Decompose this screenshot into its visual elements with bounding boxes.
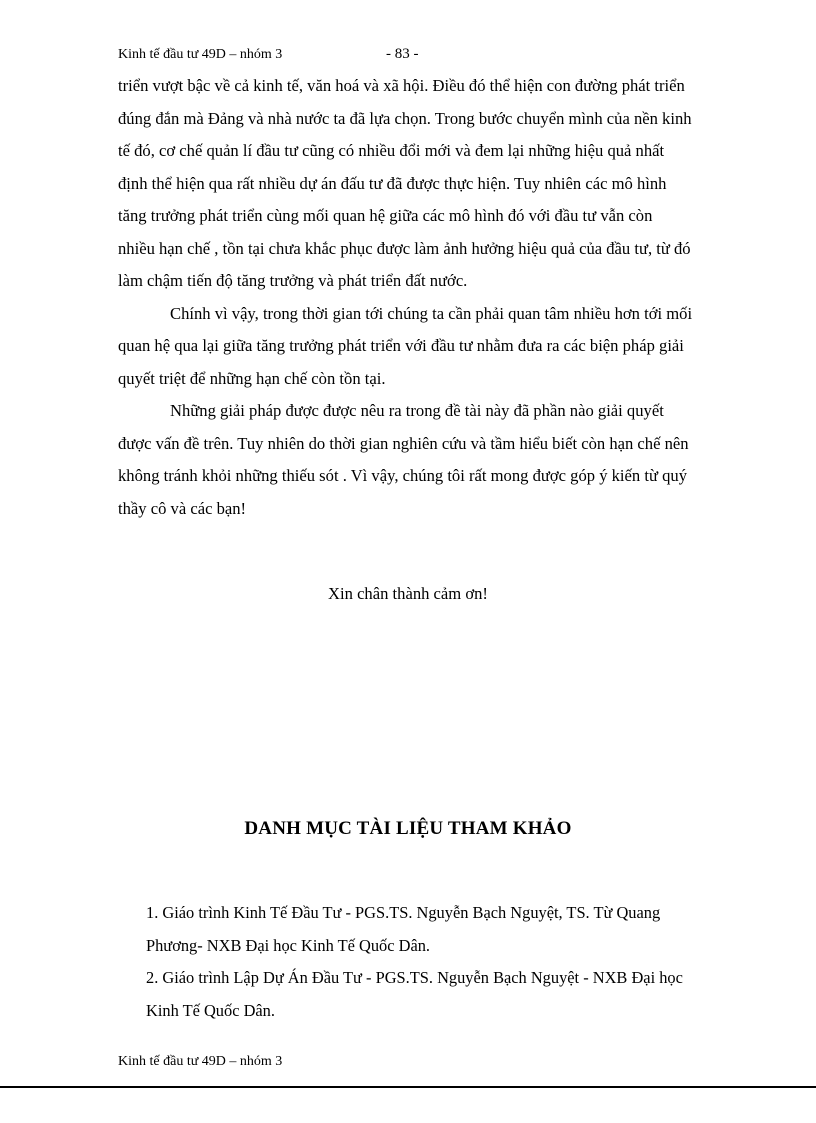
footer-rule [0, 1086, 816, 1088]
page-number: - 83 - [386, 46, 419, 62]
reference-item: 2. Giáo trình Lập Dự Án Đầu Tư - PGS.TS. Nguyễn Bạch Nguyệt - NXB Đại học Kinh Tế Quốc Dân. [146, 968, 683, 1020]
reference-item: 1. Giáo trình Kinh Tế Đầu Tư - PGS.TS. Nguyễn Bạch Nguyệt, TS. Từ Quang Phương- NXB Đại học Kinh Tế Quốc Dân. [146, 903, 661, 955]
page-footer: Kinh tế đầu tư 49D – nhóm 3 [118, 1054, 283, 1069]
paragraph-conclusion: Chính vì vậy, trong thời gian tới chúng ta cần phải quan tâm nhiều hơn tới mối quan hệ qua lại giữa tăng trưởng phát triển với đầu tư nhằm đưa ra các biện pháp giải quyết triệt để những hạn chế còn tồn tại. [118, 303, 693, 388]
thanks-line: Xin chân thành cảm ơn! [328, 584, 488, 603]
header-title: Kinh tế đầu tư 49D – nhóm 3 [118, 47, 283, 62]
body-text [118, 70, 693, 525]
page-header [118, 46, 419, 63]
paragraph-continuation: triển vượt bậc về cả kinh tế, văn hoá và xã hội. Điều đó thể hiện con đường phát triển đúng đắn mà Đảng và nhà nước ta đã lựa chọn. Trong bước chuyển mình của nền kinh tế đó, cơ chế quản lí đầu tư cũng có nhiều đổi mới và đem lại những hiệu quả nhất định thể hiện qua rất nhiều dự án đấu tư đã được thực hiện. Tuy nhiên các mô hình tăng trưởng phát triển cùng mối quan hệ giữa các mô hình đó với đầu tư vẫn còn nhiều hạn chế , tồn tại chưa khắc phục được làm ảnh hưởng hiệu quả của đầu tư, từ đó làm chậm tiến độ tăng trưởng và phát triển đất nước. [118, 76, 692, 290]
references-title: DANH MỤC TÀI LIỆU THAM KHẢO [244, 818, 572, 839]
paragraph-solutions: Những giải pháp được được nêu ra trong đề tài này đã phần nào giải quyết được vấn đề trên. Tuy nhiên do thời gian nghiên cứu và tầm hiểu biết còn hạn chế nên không tránh khỏi những thiếu sót . Vì vậy, chúng tôi rất mong được góp ý kiến từ quý thầy cô và các bạn! [118, 401, 689, 518]
references-list [146, 897, 706, 1027]
